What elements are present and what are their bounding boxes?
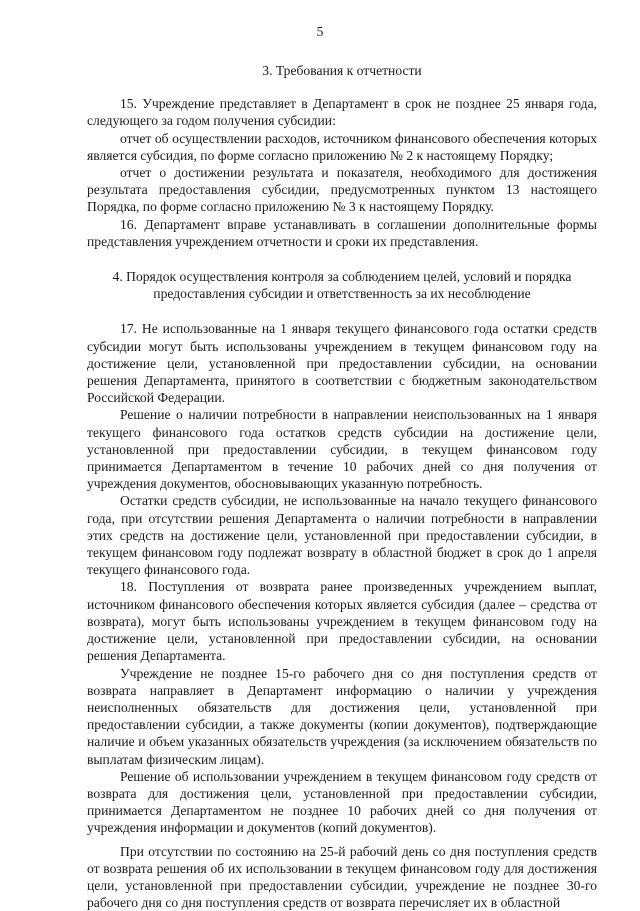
paragraph: Учреждение не позднее 15-го рабочего дня со дня поступления средств от возврата направляет в Департамент информацию о наличии у учреждения неисполненных обязательств для достижения цели, установленной при предоставлении субсидии, а также документы (копии документов), подтверждающие наличие и объем указанных обязательств учреждения (за исключением обязательств по выплатам физическим лицам). (87, 665, 597, 767)
paragraph: отчет об осуществлении расходов, источником финансового обеспечения которых является субсидия, по форме согласно приложению № 2 к настоящему Порядку; (87, 130, 597, 163)
paragraph: 18. Поступления от возврата ранее произведенных учреждением выплат, источником финансового обеспечения которых является субсидия (далее – средства от возврата), могут быть использованы учреждением в текущем финансовом году на достижение цели, установленной при предоставлении субсидии, на основании решения Департамента. (87, 579, 597, 664)
paragraph: 15. Учреждение представляет в Департамент в срок не позднее 25 января года, следующего за годом получения субсидии: (87, 96, 597, 129)
paragraph: 17. Не использованные на 1 января текущего финансового года остатки средств субсидии могут быть использованы учреждением в текущем финансовом году на достижение цели, установленной при предоставлении субсидии, на основании решения Департамента, принятого в соответствии с бюджетным законодательством Российской Федерации. (87, 321, 597, 406)
paragraph: отчет о достижении результата и показателя, необходимого для достижения результата предоставления субсидии, предусмотренных пунктом 13 настоящего Порядка, по форме согласно приложению № 3 к настоящему Порядку. (87, 165, 597, 215)
paragraph: Решение о наличии потребности в направлении неиспользованных на 1 января текущего финансового года остатков средств субсидии на достижение цели, установленной при предоставлении субсидии, в текущем финансовом году принимается Департаментом в течение 10 рабочих дней со дня получения от учреждения документов, обосновывающих указанную потребность. (87, 407, 597, 492)
paragraph: При отсутствии по состоянию на 25-й рабочий день со дня поступления средств от возврата решения об их использовании в текущем финансовом году для достижения цели, установленной при предоставлении субсидии, учреждение не позднее 30-го рабочего дня со дня поступления средств от возврата перечисляет их в областной (87, 843, 597, 911)
document-body (87, 62, 597, 911)
paragraph: Решение об использовании учреждением в текущем финансовом году средств от возврата для достижения цели, установленной при предоставлении субсидии, принимается Департаментом не позднее 10 рабочих дней со дня получения от учреждения информации и документов (копий документов). (87, 768, 597, 836)
paragraph: 16. Департамент вправе устанавливать в соглашении дополнительные формы представления учреждением отчетности и сроки их представления. (87, 216, 597, 249)
section-4-heading: 4. Порядок осуществления контроля за соблюдением целей, условий и порядка предоставления субсидии и ответственность за их несоблюдение (112, 269, 572, 302)
page-number: 5 (316, 24, 324, 39)
paragraph: Остатки средств субсидии, не использованные на начало текущего финансового года, при отсутствии решения Департамента о наличии потребности в направлении этих средств на достижение цели, установленной при предоставлении субсидии, в текущем финансовом году подлежат возврату в областной бюджет в срок до 1 апреля текущего финансового года. (87, 493, 597, 578)
section-3-heading: 3. Требования к отчетности (262, 63, 422, 78)
